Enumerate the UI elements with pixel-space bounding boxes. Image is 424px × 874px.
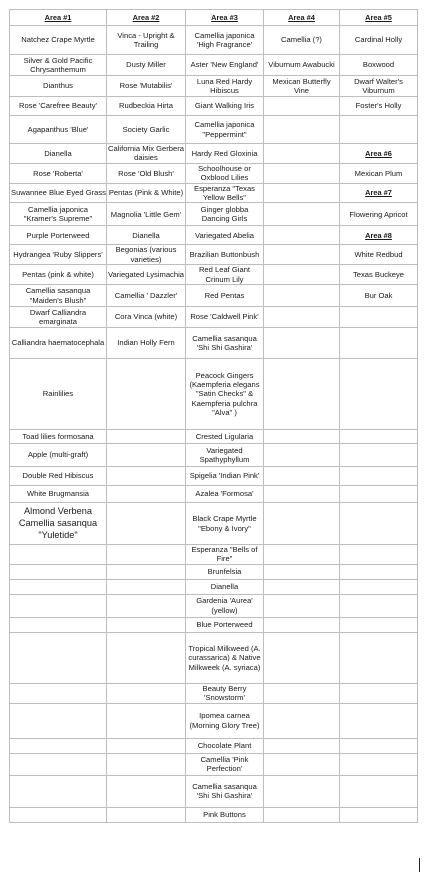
cell-area-5[interactable]: [340, 683, 418, 703]
cell-area-4[interactable]: [264, 226, 340, 245]
cell-area-1[interactable]: [10, 683, 107, 703]
cell-area-1[interactable]: Dianella: [10, 144, 107, 164]
table-row: [10, 545, 418, 565]
cell-area-4[interactable]: Camellia (?): [264, 26, 340, 55]
table-row: [10, 328, 418, 359]
cell-area-4[interactable]: [264, 116, 340, 144]
cell-area-1[interactable]: Calliandra haematocephala: [10, 328, 107, 359]
cell-area-5[interactable]: Flowering Apricot: [340, 203, 418, 226]
cell-area-4[interactable]: [264, 564, 340, 579]
cell-area-3[interactable]: Spigelia 'Indian Pink': [186, 467, 264, 486]
cell-area-3[interactable]: Beauty Berry 'Snowstorm': [186, 683, 264, 703]
cell-area-3[interactable]: Rose 'Caldwell Pink': [186, 307, 264, 328]
cell-area-2[interactable]: [107, 617, 186, 632]
cell-area-2[interactable]: Magnolia 'Little Gem': [107, 203, 186, 226]
cell-area-2[interactable]: [107, 579, 186, 594]
cell-area-2[interactable]: [107, 444, 186, 467]
table-row: [10, 683, 418, 703]
cell-area-4[interactable]: [264, 753, 340, 775]
cell-area-2[interactable]: Pentas (Pink & White): [107, 183, 186, 203]
cell-area-5[interactable]: Mexican Plum: [340, 163, 418, 183]
cell-area-5[interactable]: Texas Buckeye: [340, 265, 418, 285]
cell-area-2[interactable]: [107, 486, 186, 503]
cell-area-5[interactable]: Boxwood: [340, 55, 418, 76]
cell-area-1[interactable]: [10, 564, 107, 579]
cell-area-3[interactable]: Chocolate Plant: [186, 738, 264, 753]
cell-area-3[interactable]: Red Pentas: [186, 285, 264, 307]
cell-area-3[interactable]: Tropical Milkweed (A. curassarica) & Native Milkweek (A. syriaca): [186, 632, 264, 683]
cell-area-1[interactable]: Camellia japonica "Kramer's Supreme": [10, 203, 107, 226]
cell-area-5[interactable]: Foster's Holly: [340, 97, 418, 116]
cell-area-2[interactable]: California Mix Gerbera daisies: [108, 144, 184, 163]
cell-area-2[interactable]: Rudbeckia Hirta: [107, 97, 186, 116]
text-cursor: [419, 858, 420, 872]
cell-area-2[interactable]: Cora Vinca (white): [107, 307, 186, 328]
cell-area-1[interactable]: Double Red Hibiscus: [10, 467, 107, 486]
table-row: [10, 245, 418, 265]
table-row: [10, 775, 418, 807]
cell-area-2[interactable]: [107, 359, 186, 430]
cell-area-4[interactable]: Viburnum Awabucki: [264, 55, 340, 76]
table-row: [10, 617, 418, 632]
table-body: [10, 26, 418, 823]
cell-area-3[interactable]: Variegated Abelia: [186, 226, 264, 245]
cell-area-3[interactable]: Camellia sasanqua 'Shi Shi Gashira': [186, 328, 264, 359]
cell-area-2[interactable]: Camellia ' Dazzler': [107, 285, 186, 307]
cell-area-5[interactable]: White Redbud: [340, 245, 418, 265]
section-label-cell[interactable]: Area #6: [340, 144, 418, 164]
cell-area-3[interactable]: Gardenia 'Aurea' (yellow): [186, 594, 264, 617]
table-row: [10, 738, 418, 753]
table-row: [10, 594, 418, 617]
cell-area-5[interactable]: [340, 328, 418, 359]
cell-area-5[interactable]: [340, 444, 418, 467]
cell-area-5[interactable]: [340, 738, 418, 753]
cell-area-5[interactable]: [340, 579, 418, 594]
cell-area-5[interactable]: [340, 617, 418, 632]
cell-area-4[interactable]: [264, 444, 340, 467]
cell-area-1[interactable]: [10, 775, 107, 807]
cell-area-2[interactable]: Variegated Lysimachia: [107, 265, 186, 285]
table-row: [10, 183, 418, 203]
cell-area-3[interactable]: Esperanza "Texas Yellow Bells": [186, 183, 264, 203]
cell-area-5[interactable]: Cardinal Holly: [340, 26, 418, 55]
cell-area-1[interactable]: Almond Verbena Camellia sasanqua "Yuletide": [10, 503, 107, 545]
cell-area-2[interactable]: Vinca - Upright & Trailing: [107, 26, 186, 55]
header-area-4[interactable]: Area #4: [264, 10, 340, 26]
table-row: [10, 753, 418, 775]
cell-area-3[interactable]: Camellia japonica 'High Fragrance': [186, 26, 264, 55]
table-row: [10, 144, 418, 164]
cell-area-2[interactable]: [107, 807, 186, 822]
cell-area-5[interactable]: [340, 753, 418, 775]
cell-area-3[interactable]: Camellia japonica "Peppermint": [186, 116, 264, 144]
table-row: [10, 503, 418, 545]
table-row: [10, 307, 418, 328]
cell-area-4[interactable]: [264, 632, 340, 683]
table-row: [10, 97, 418, 116]
table-row: [10, 467, 418, 486]
table-row: [10, 430, 418, 444]
cell-area-1[interactable]: Toad lilies formosana: [10, 430, 107, 444]
cell-area-4[interactable]: [264, 245, 340, 265]
cell-area-4[interactable]: [264, 617, 340, 632]
cell-area-5[interactable]: [340, 359, 418, 430]
header-row: [10, 10, 418, 26]
table-row: [10, 163, 418, 183]
cell-area-5[interactable]: [340, 307, 418, 328]
cell-area-3[interactable]: Brunfelsia: [186, 564, 264, 579]
cell-area-4[interactable]: [264, 545, 340, 565]
cell-area-1[interactable]: Apple (multi-graft): [10, 444, 107, 467]
cell-area-3[interactable]: Brazilian Buttonbush: [186, 245, 264, 265]
table-row: [10, 579, 418, 594]
cell-area-2[interactable]: [107, 683, 186, 703]
header-area-1[interactable]: Area #1: [10, 10, 107, 26]
cell-area-3[interactable]: Ginger globba Dancing Girls: [186, 203, 264, 226]
cell-area-3[interactable]: Aster 'New England': [186, 55, 264, 76]
cell-area-3[interactable]: Camellia 'Pink Perfection': [186, 753, 264, 775]
cell-area-4[interactable]: [264, 503, 340, 545]
cell-area-1[interactable]: [10, 579, 107, 594]
cell-area-5[interactable]: Bur Oak: [340, 285, 418, 307]
table-row: [10, 76, 418, 97]
cell-area-4[interactable]: [264, 285, 340, 307]
cell-area-5[interactable]: [340, 564, 418, 579]
table-row: [10, 632, 418, 683]
cell-area-1[interactable]: Hydrangea 'Ruby Slippers': [10, 245, 107, 265]
cell-area-1[interactable]: Pentas (pink & white): [10, 265, 107, 285]
cell-area-4[interactable]: [264, 467, 340, 486]
table-row: [10, 226, 418, 245]
cell-area-2[interactable]: [107, 753, 186, 775]
cell-area-3[interactable]: Camellia sasanqua 'Shi Shi Gashira': [186, 775, 264, 807]
cell-area-1[interactable]: [10, 594, 107, 617]
cell-area-2[interactable]: [107, 775, 186, 807]
cell-area-4[interactable]: [264, 594, 340, 617]
cell-area-5[interactable]: [340, 632, 418, 683]
cell-area-5[interactable]: [340, 486, 418, 503]
cell-area-3[interactable]: Luna Red Hardy Hibiscus: [186, 76, 264, 97]
cell-area-5[interactable]: [340, 467, 418, 486]
cell-area-2[interactable]: Society Garlic: [107, 116, 186, 144]
cell-area-2[interactable]: [107, 594, 186, 617]
cell-area-3[interactable]: Hardy Red Gloxinia: [186, 144, 264, 164]
table-row: [10, 703, 418, 738]
cell-area-1[interactable]: [10, 632, 107, 683]
table-row: [10, 807, 418, 822]
cell-area-1[interactable]: Natchez Crape Myrtle: [10, 26, 107, 55]
cell-area-4[interactable]: [264, 144, 340, 164]
cell-area-5[interactable]: [340, 116, 418, 144]
cell-area-5[interactable]: [340, 430, 418, 444]
table-header: [10, 10, 418, 26]
cell-area-2[interactable]: [107, 632, 186, 683]
header-area-2[interactable]: Area #2: [107, 10, 186, 26]
cell-area-4[interactable]: [264, 307, 340, 328]
cell-area-1[interactable]: Dwarf Calliandra emarginata: [10, 307, 107, 328]
cell-area-2[interactable]: Dusty Miller: [107, 55, 186, 76]
cell-area-1[interactable]: Rainlilies: [10, 359, 107, 430]
cell-area-2[interactable]: Rose 'Old Blush': [107, 163, 186, 183]
cell-area-1[interactable]: [10, 753, 107, 775]
cell-area-4[interactable]: [264, 328, 340, 359]
plant-list-table: [9, 9, 418, 823]
cell-area-2[interactable]: [107, 738, 186, 753]
cell-area-4[interactable]: [264, 183, 340, 203]
cell-area-5[interactable]: [340, 807, 418, 822]
cell-area-4[interactable]: [264, 265, 340, 285]
table-row: [10, 55, 418, 76]
cell-area-3[interactable]: Ipomea carnea (Morning Glory Tree): [186, 703, 264, 738]
cell-area-1[interactable]: Dianthus: [10, 76, 107, 97]
cell-area-1[interactable]: [10, 807, 107, 822]
table-row: [10, 285, 418, 307]
table-row: [10, 26, 418, 55]
cell-area-4[interactable]: [264, 430, 340, 444]
table-row: [10, 444, 418, 467]
cell-area-2[interactable]: [107, 467, 186, 486]
table-row: [10, 486, 418, 503]
cell-area-1[interactable]: Silver & Gold Pacific Chrysanthemum: [10, 55, 107, 76]
cell-area-1[interactable]: Purple Porterweed: [10, 226, 107, 245]
cell-area-2[interactable]: Indian Holly Fern: [107, 328, 186, 359]
cell-area-3[interactable]: Blue Porterweed: [186, 617, 264, 632]
cell-area-3[interactable]: Red Leaf Giant Crinum Lily: [186, 265, 264, 285]
cell-area-4[interactable]: [264, 738, 340, 753]
table-row: [10, 564, 418, 579]
cell-area-5[interactable]: [340, 594, 418, 617]
cell-area-4[interactable]: [264, 703, 340, 738]
section-label-cell[interactable]: Area #7: [340, 183, 418, 203]
cell-area-4[interactable]: [264, 97, 340, 116]
cell-area-3[interactable]: Peacock Gingers (Kaempferia elegans "Satin Checks" & Kaempferia pulchra "Alva" ): [186, 359, 264, 430]
header-area-5[interactable]: Area #5: [340, 10, 418, 26]
cell-area-1[interactable]: Agapanthus 'Blue': [10, 116, 107, 144]
cell-area-4[interactable]: Mexican Butterfly Vine: [264, 76, 340, 97]
cell-area-1[interactable]: [10, 545, 107, 565]
cell-area-2[interactable]: Rose 'Mutabilis': [107, 76, 186, 97]
cell-area-3[interactable]: Crested Ligularia: [186, 430, 264, 444]
cell-area-2[interactable]: [107, 703, 186, 738]
cell-area-4[interactable]: [264, 579, 340, 594]
cell-area-2[interactable]: Dianella: [107, 226, 186, 245]
cell-area-5[interactable]: [340, 545, 418, 565]
cell-area-1[interactable]: [10, 703, 107, 738]
cell-area-4[interactable]: [264, 683, 340, 703]
cell-area-1[interactable]: [10, 617, 107, 632]
cell-area-1[interactable]: Suwannee Blue Eyed Grass: [10, 183, 107, 203]
cell-area-1[interactable]: Rose 'Roberta': [10, 163, 107, 183]
table-row: [10, 359, 418, 430]
cell-area-1[interactable]: White Brugmansia: [10, 486, 107, 503]
cell-area-3[interactable]: Variegated Spathyphyllum: [186, 444, 264, 467]
cell-area-3[interactable]: Azalea 'Formosa': [186, 486, 264, 503]
cell-area-4[interactable]: [264, 486, 340, 503]
cell-area-1[interactable]: Camellia sasanqua "Maiden's Blush": [10, 285, 107, 307]
cell-area-1[interactable]: [10, 738, 107, 753]
header-area-3[interactable]: Area #3: [186, 10, 264, 26]
cell-area-5[interactable]: Dwarf Walter's Viburnum: [340, 76, 418, 97]
cell-area-2[interactable]: Begonias (various varieties): [107, 245, 186, 265]
cell-area-4[interactable]: [264, 203, 340, 226]
cell-area-5[interactable]: [340, 503, 418, 545]
cell-area-3[interactable]: Pink Buttons: [186, 807, 264, 822]
cell-area-5[interactable]: [340, 775, 418, 807]
cell-area-3[interactable]: Dianella: [186, 579, 264, 594]
table-row: [10, 203, 418, 226]
table-row: [10, 265, 418, 285]
cell-area-3[interactable]: Schoolhouse or Oxblood Lilies: [186, 163, 264, 183]
cell-area-1[interactable]: Rose 'Carefree Beauty': [10, 97, 107, 116]
cell-area-3[interactable]: Black Crape Myrtle "Ebony & Ivory": [186, 503, 264, 545]
cell-area-2[interactable]: [107, 564, 186, 579]
cell-area-4[interactable]: [264, 807, 340, 822]
cell-area-3[interactable]: Esperanza "Bells of Fire": [186, 545, 264, 565]
cell-area-2[interactable]: [107, 430, 186, 444]
table-row: [10, 116, 418, 144]
cell-area-4[interactable]: [264, 163, 340, 183]
cell-area-5[interactable]: [340, 703, 418, 738]
cell-area-2[interactable]: [107, 545, 186, 565]
cell-area-2[interactable]: [107, 503, 186, 545]
cell-area-3[interactable]: Giant Walking Iris: [186, 97, 264, 116]
cell-area-4[interactable]: [264, 775, 340, 807]
cell-area-4[interactable]: [264, 359, 340, 430]
section-label-cell[interactable]: Area #8: [340, 226, 418, 245]
